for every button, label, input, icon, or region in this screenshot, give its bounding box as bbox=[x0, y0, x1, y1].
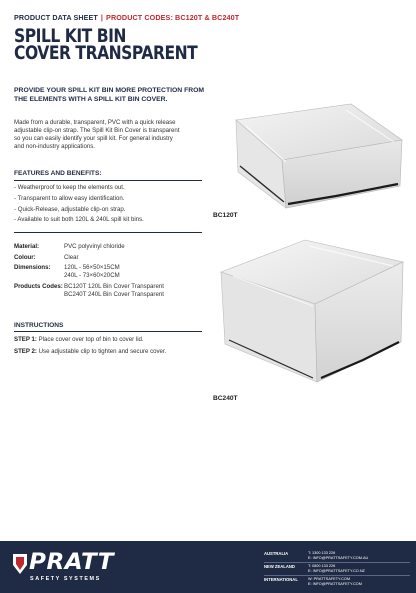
intro-line: and non-industry applications. bbox=[14, 142, 95, 150]
specs-divider bbox=[14, 232, 202, 233]
step-2-label: STEP 2: bbox=[14, 347, 37, 355]
instructions-divider bbox=[14, 331, 202, 332]
spec-dimensions bbox=[14, 264, 164, 281]
feature-item: - Quick-Release, adjustable clip-on strap. bbox=[14, 205, 126, 213]
contact-email: E: INFO@PRATTSAFETY.COM.AU bbox=[308, 556, 369, 560]
codes-label: Products Codes: bbox=[14, 283, 63, 291]
instructions-list bbox=[14, 334, 166, 357]
features-heading: FEATURES AND BENEFITS: bbox=[14, 170, 102, 177]
contact-phone: T: 0800 133 226 bbox=[308, 564, 336, 568]
dimension-value: 240L - 73×60×20CM bbox=[64, 272, 120, 280]
image-caption-bc120t: BC120T bbox=[213, 212, 238, 219]
page-title bbox=[14, 25, 198, 64]
title-line-2: COVER TRANSPARENT bbox=[14, 42, 198, 64]
lead-line-2: THE ELEMENTS WITH A SPILL KIT BIN COVER. bbox=[14, 95, 168, 103]
brand-tagline: SAFETY SYSTEMS bbox=[30, 576, 101, 582]
features-list bbox=[14, 183, 144, 226]
colour-value: Clear bbox=[64, 253, 79, 261]
spec-material bbox=[14, 243, 164, 251]
lead-statement bbox=[14, 87, 219, 104]
feature-item: - Transparent to allow easy identification. bbox=[14, 194, 125, 202]
document-header bbox=[14, 13, 239, 22]
instructions-heading: INSTRUCTIONS bbox=[14, 322, 64, 329]
header-separator: | bbox=[100, 13, 104, 22]
country-label: NEW ZEALAND bbox=[264, 564, 295, 569]
intro-line: adjustable clip-on strap. The Spill Kit Bin Cover is transparent bbox=[14, 126, 180, 134]
image-caption-bc240t: BC240T bbox=[213, 395, 238, 402]
bin-cover-120l-image bbox=[226, 100, 406, 212]
contact-divider bbox=[264, 575, 410, 576]
dimensions-label: Dimensions: bbox=[14, 264, 51, 272]
step-1-label: STEP 1: bbox=[14, 336, 37, 343]
code-value: BC120T 120L Bin Cover Transparent bbox=[64, 283, 164, 291]
step-2-text: Use adjustable clip to tighten and secure cover. bbox=[38, 347, 167, 355]
step-1 bbox=[14, 334, 166, 346]
bin-cover-240l-image bbox=[213, 232, 408, 392]
material-label: Material: bbox=[14, 243, 40, 250]
pratt-shield-icon bbox=[11, 553, 29, 575]
lead-line-1: PROVIDE YOUR SPILL KIT BIN MORE PROTECTION FROM bbox=[14, 87, 205, 94]
intro-line: Made from a durable, transparent, PVC with a quick release bbox=[14, 119, 176, 126]
colour-label: Colour: bbox=[14, 253, 36, 261]
code-value: BC240T 240L Bin Cover Transparent bbox=[64, 291, 164, 299]
country-label: AUSTRALIA bbox=[264, 551, 289, 556]
product-codes-label: PRODUCT CODES: BC120T & BC240T bbox=[106, 13, 240, 22]
material-value: PVC polyvinyl chloride bbox=[64, 243, 125, 250]
specifications bbox=[14, 243, 164, 302]
country-label: INTERNATIONAL bbox=[264, 577, 298, 582]
feature-item: - Weatherproof to keep the elements out. bbox=[14, 184, 125, 191]
brand-wordmark: PRATT bbox=[29, 550, 115, 575]
intro-paragraph bbox=[14, 119, 224, 151]
spec-codes bbox=[14, 283, 164, 300]
features-divider bbox=[14, 180, 202, 181]
contact-website[interactable]: W: PRATTSAFETY.COM bbox=[308, 577, 350, 581]
contact-divider bbox=[264, 562, 410, 563]
spec-colour bbox=[14, 254, 164, 262]
contact-email[interactable]: E: INFO@PRATTSAFETY.COM bbox=[308, 582, 362, 586]
feature-item: - Available to suit both 120L & 240L spill kit bins. bbox=[14, 216, 144, 224]
dimension-value: 120L - 56×50×15CM bbox=[64, 264, 120, 272]
intro-line: so you can easily identify your spill kit. For general industry bbox=[14, 134, 173, 142]
title-line-1: SPILL KIT BIN bbox=[14, 25, 126, 47]
step-2 bbox=[14, 346, 166, 358]
datasheet-label: PRODUCT DATA SHEET bbox=[14, 13, 98, 22]
contact-phone: T: 1300 133 226 bbox=[308, 551, 336, 555]
contact-email: E: INFO@PRATTSAFETY.CO.NZ bbox=[308, 569, 365, 573]
step-1-text: Place cover over top of bin to cover lid. bbox=[38, 336, 144, 343]
